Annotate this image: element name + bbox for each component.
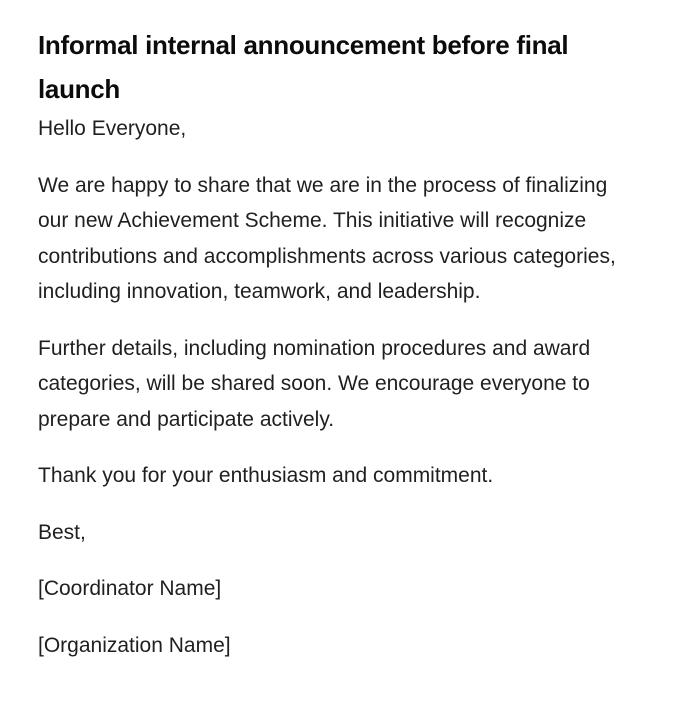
greeting-paragraph: Hello Everyone, xyxy=(38,117,187,140)
closing-paragraph: Best, xyxy=(38,520,86,544)
signature-org: [Organization Name] xyxy=(38,633,231,657)
thanks-paragraph: Thank you for your enthusiasm and commitment. xyxy=(38,464,494,487)
body-paragraph-2: Further details, including nomination procedures and award categories, will be shared soon. We encourage everyone to prepare and participate actively. xyxy=(38,336,591,431)
page-title: Informal internal announcement before final launch xyxy=(38,30,569,104)
signature-name: [Coordinator Name] xyxy=(38,577,222,600)
body-paragraph-1: We are happy to share that we are in the process of finalizing our new Achievement Scheme. This initiative will recognize contributions and accomplishments across various categories, including innovation, teamwork, and leadership. xyxy=(38,173,616,303)
